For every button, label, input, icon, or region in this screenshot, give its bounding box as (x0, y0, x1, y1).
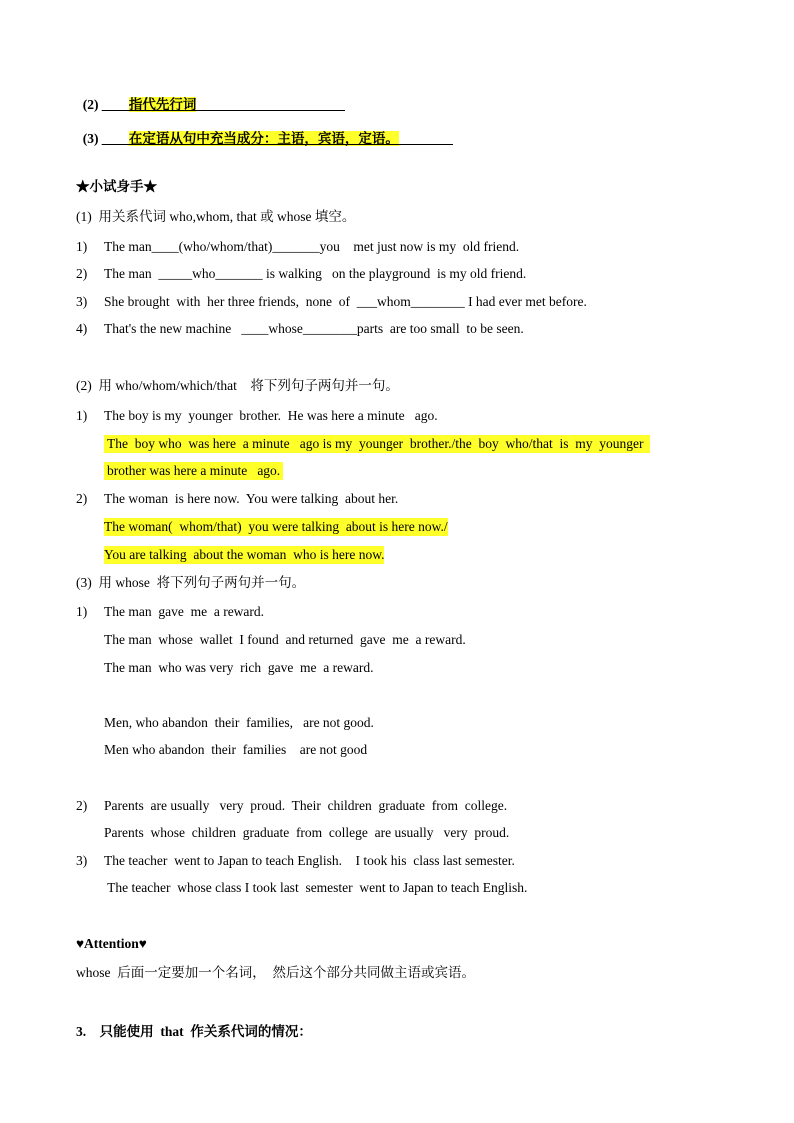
item-2-answer: 指代先行词 (128, 97, 197, 112)
fill-item: She brought with her three friends, none of ___whom________ I had ever met before. (104, 294, 587, 309)
question-text: The boy is my younger brother. He was here a minute ago. (104, 408, 438, 423)
part-1-intro: (1) 用关系代词 who,whom, that 或 whose 填空。 (76, 209, 356, 224)
question-text: The woman is here now. You were talking about her. (104, 491, 399, 506)
item-number: 3) (76, 294, 88, 309)
item-number: 1) (76, 604, 88, 619)
answer-highlight: You are talking about the woman who is here now. (104, 547, 385, 562)
answer-highlight: The woman( whom/that) you were talking about is here now./ (104, 519, 448, 534)
fill-item: The man _____who_______ is walking on the playground is my old friend. (104, 266, 527, 281)
fill-item: The man____(who/whom/that)_______you met just now is my old friend. (104, 239, 520, 254)
item-3-answer: 在定语从句中充当成分：主语，宾语，定语。 (128, 131, 399, 146)
answer-text: The man who was very rich gave me a reward. (104, 660, 374, 675)
item-number: 2) (76, 798, 88, 813)
item-number: (3) (82, 131, 102, 146)
attention-text: whose 后面一定要加一个名词， 然后这个部分共同做主语或宾语。 (76, 965, 475, 980)
fill-item: That's the new machine ____whose________parts are too small to be seen. (104, 321, 524, 336)
section-3-heading: 3. 只能使用 that 作关系代词的情况： (76, 1024, 312, 1039)
part-2-intro: (2) 用 who/whom/which/that 将下列句子两句并一句。 (76, 378, 399, 393)
blank-before: ____ (101, 97, 129, 112)
blank-after: ______________________ (196, 97, 345, 112)
question-text: Parents are usually very proud. Their children graduate from college. (104, 798, 508, 813)
item-number: 1) (76, 239, 88, 254)
attention-heading: ♥Attention♥ (76, 936, 147, 951)
answer-text: The teacher whose class I took last semester went to Japan to teach English. (104, 880, 528, 895)
section-heading-try: ★小试身手★ (76, 179, 157, 194)
example-text: Men, who abandon their families, are not good. (104, 715, 374, 730)
answer-text: Parents whose children graduate from college are usually very proud. (104, 825, 510, 840)
item-number: 4) (76, 321, 88, 336)
question-text: The teacher went to Japan to teach English. I took his class last semester. (104, 853, 515, 868)
item-number: 3) (76, 853, 88, 868)
blank-after: ________ (398, 131, 453, 146)
answer-highlight: brother was here a minute ago. (104, 462, 283, 480)
item-number: 1) (76, 408, 88, 423)
answer-text: The man whose wallet I found and returned gave me a reward. (104, 632, 466, 647)
blank-before: ____ (101, 131, 129, 146)
item-number: 2) (76, 491, 88, 506)
example-text: Men who abandon their families are not good (104, 742, 368, 757)
item-3-line (76, 112, 453, 148)
item-number: (2) (82, 97, 102, 112)
part-3-intro: (3) 用 whose 将下列句子两句并一句。 (76, 575, 306, 590)
item-2-line (76, 78, 345, 114)
question-text: The man gave me a reward. (104, 604, 265, 619)
answer-highlight: The boy who was here a minute ago is my younger brother./the boy who/that is my younger (104, 435, 650, 453)
item-number: 2) (76, 266, 88, 281)
